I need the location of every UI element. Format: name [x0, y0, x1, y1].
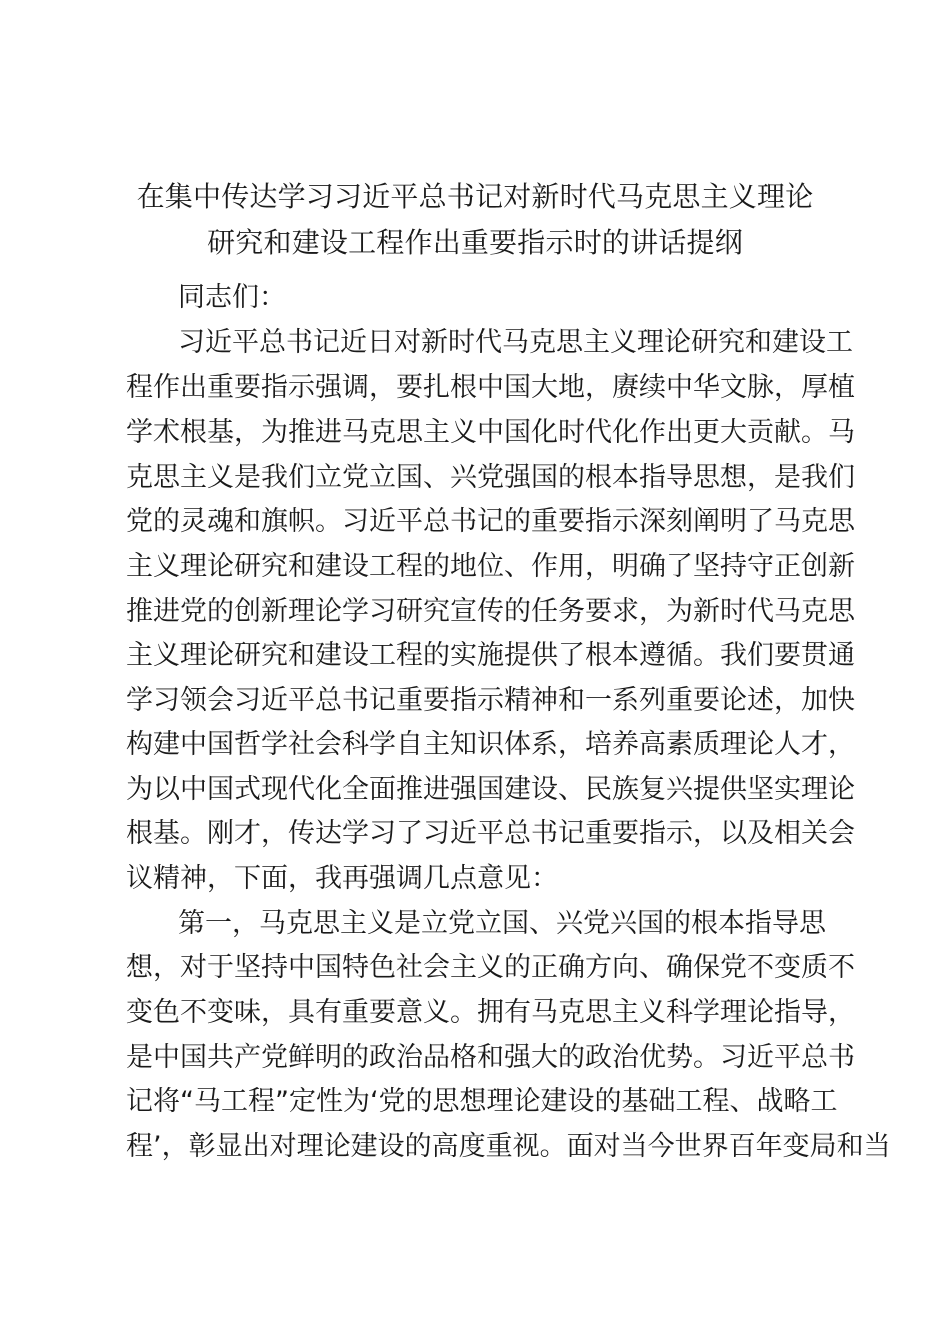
paragraph2-line: 第一，马克思主义是立党立国、兴党兴国的根本指导思	[178, 908, 826, 939]
paragraph2-line: 是中国共产党鲜明的政治品格和强大的政治优势。习近平总书	[126, 1042, 855, 1073]
paragraph1-line: 党的灵魂和旗帜。习近平总书记的重要指示深刻阐明了马克思	[126, 506, 855, 537]
paragraph1-line: 学习领会习近平总书记重要指示精神和一系列重要论述，加快	[126, 685, 855, 716]
paragraph2-line: 程’，彰显出对理论建设的高度重视。面对当今世界百年变局和当	[126, 1131, 891, 1162]
paragraph1-line: 主义理论研究和建设工程的实施提供了根本遵循。我们要贯通	[126, 640, 855, 671]
paragraph2-line: 变色不变味，具有重要意义。拥有马克思主义科学理论指导，	[126, 997, 855, 1028]
document-title-line-2: 研究和建设工程作出重要指示时的讲话提纲	[207, 226, 743, 259]
document-title-line-1: 在集中传达学习习近平总书记对新时代马克思主义理论	[136, 180, 814, 213]
paragraph1-line: 根基。刚才，传达学习了习近平总书记重要指示，以及相关会	[126, 818, 855, 849]
paragraph1-line: 主义理论研究和建设工程的地位、作用，明确了坚持守正创新	[126, 551, 855, 582]
paragraph2-line: 想，对于坚持中国特色社会主义的正确方向、确保党不变质不	[126, 952, 855, 983]
salutation: 同志们：	[178, 282, 286, 313]
paragraph1-line: 学术根基，为推进马克思主义中国化时代化作出更大贡献。马	[126, 417, 855, 448]
paragraph1-line: 为以中国式现代化全面推进强国建设、民族复兴提供坚实理论	[126, 774, 855, 805]
paragraph2-line: 记将“马工程”定性为‘党的思想理论建设的基础工程、战略工	[126, 1086, 838, 1117]
paragraph1-line: 议精神，下面，我再强调几点意见：	[126, 863, 558, 894]
paragraph1-line: 程作出重要指示强调，要扎根中国大地，赓续中华文脉，厚植	[126, 372, 855, 403]
paragraph1-line: 克思主义是我们立党立国、兴党强国的根本指导思想，是我们	[126, 462, 855, 493]
paragraph1-line: 构建中国哲学社会科学自主知识体系，培养高素质理论人才，	[126, 729, 855, 760]
paragraph1-line: 推进党的创新理论学习研究宣传的任务要求，为新时代马克思	[126, 596, 855, 627]
paragraph1-line: 习近平总书记近日对新时代马克思主义理论研究和建设工	[178, 327, 853, 358]
